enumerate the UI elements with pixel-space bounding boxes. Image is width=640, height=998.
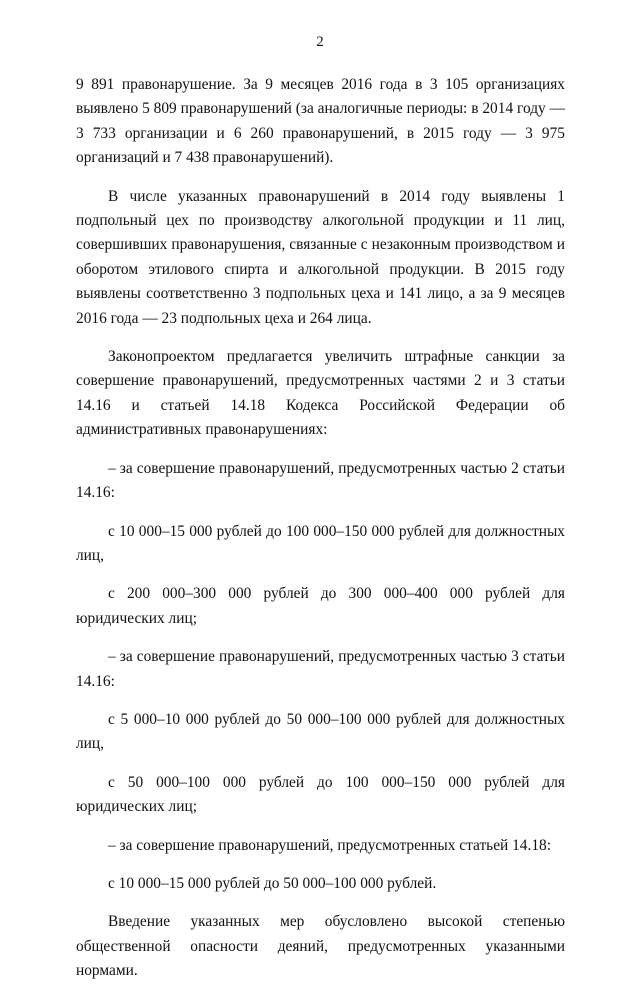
list-item-part2-legal-entities: с 200 000–300 000 рублей до 300 000–400 000 рублей для юридических лиц; [76, 585, 565, 627]
body-text [76, 73, 565, 998]
paragraph-proposal: Законопроектом предлагается увеличить штрафные санкции за совершение правонарушений, предусмотренных частями 2 и 3 статьи 14.16 и статьей 14.18 Кодекса Российской Федерации об административных правонарушениях: [76, 348, 565, 439]
paragraph-violations: В числе указанных правонарушений в 2014 году выявлены 1 подпольный цех по производству алкогольной продукции и 11 лиц, совершивших правонарушения, связанные с незаконным производством и оборотом этилового спирта и алкогольной продукции. В 2015 году выявлены соответственно 3 подпольных цеха и 141 лицо, а за 9 месяцев 2016 года — 23 подпольных цеха и 264 лица. [76, 187, 565, 327]
page-number: 2 [316, 34, 324, 50]
list-item-part3-officials: с 5 000–10 000 рублей до 50 000–100 000 рублей для должностных лиц, [76, 710, 565, 753]
paragraph-continuation: 9 891 правонарушение. За 9 месяцев 2016 года в 3 105 организациях выявлено 5 809 правонарушений (за аналогичные периоды: в 2014 году — 3 733 организации и 6 260 правонарушений, в 2015 году — 3 975 организаций и 7 438 правонарушений). [76, 76, 565, 167]
list-item-article1418-heading: – за совершение правонарушений, предусмотренных статьей 14.18: [108, 836, 552, 854]
list-item-part3-legal-entities: с 50 000–100 000 рублей до 100 000–150 000 рублей для юридических лиц; [76, 773, 565, 816]
list-item-part2-officials: с 10 000–15 000 рублей до 100 000–150 000 рублей для должностных лиц, [76, 522, 565, 564]
paragraph-conclusion: Введение указанных мер обусловлено высокой степенью общественной опасности деяний, предусмотренных указанными нормами. [76, 913, 565, 980]
list-item-part2-heading: – за совершение правонарушений, предусмотренных частью 2 статьи 14.16: [76, 459, 565, 502]
list-item-part3-heading: – за совершение правонарушений, предусмотренных частью 3 статьи 14.16: [76, 648, 565, 690]
list-item-article1418-fine: с 10 000–15 000 рублей до 50 000–100 000 рублей. [108, 874, 437, 892]
